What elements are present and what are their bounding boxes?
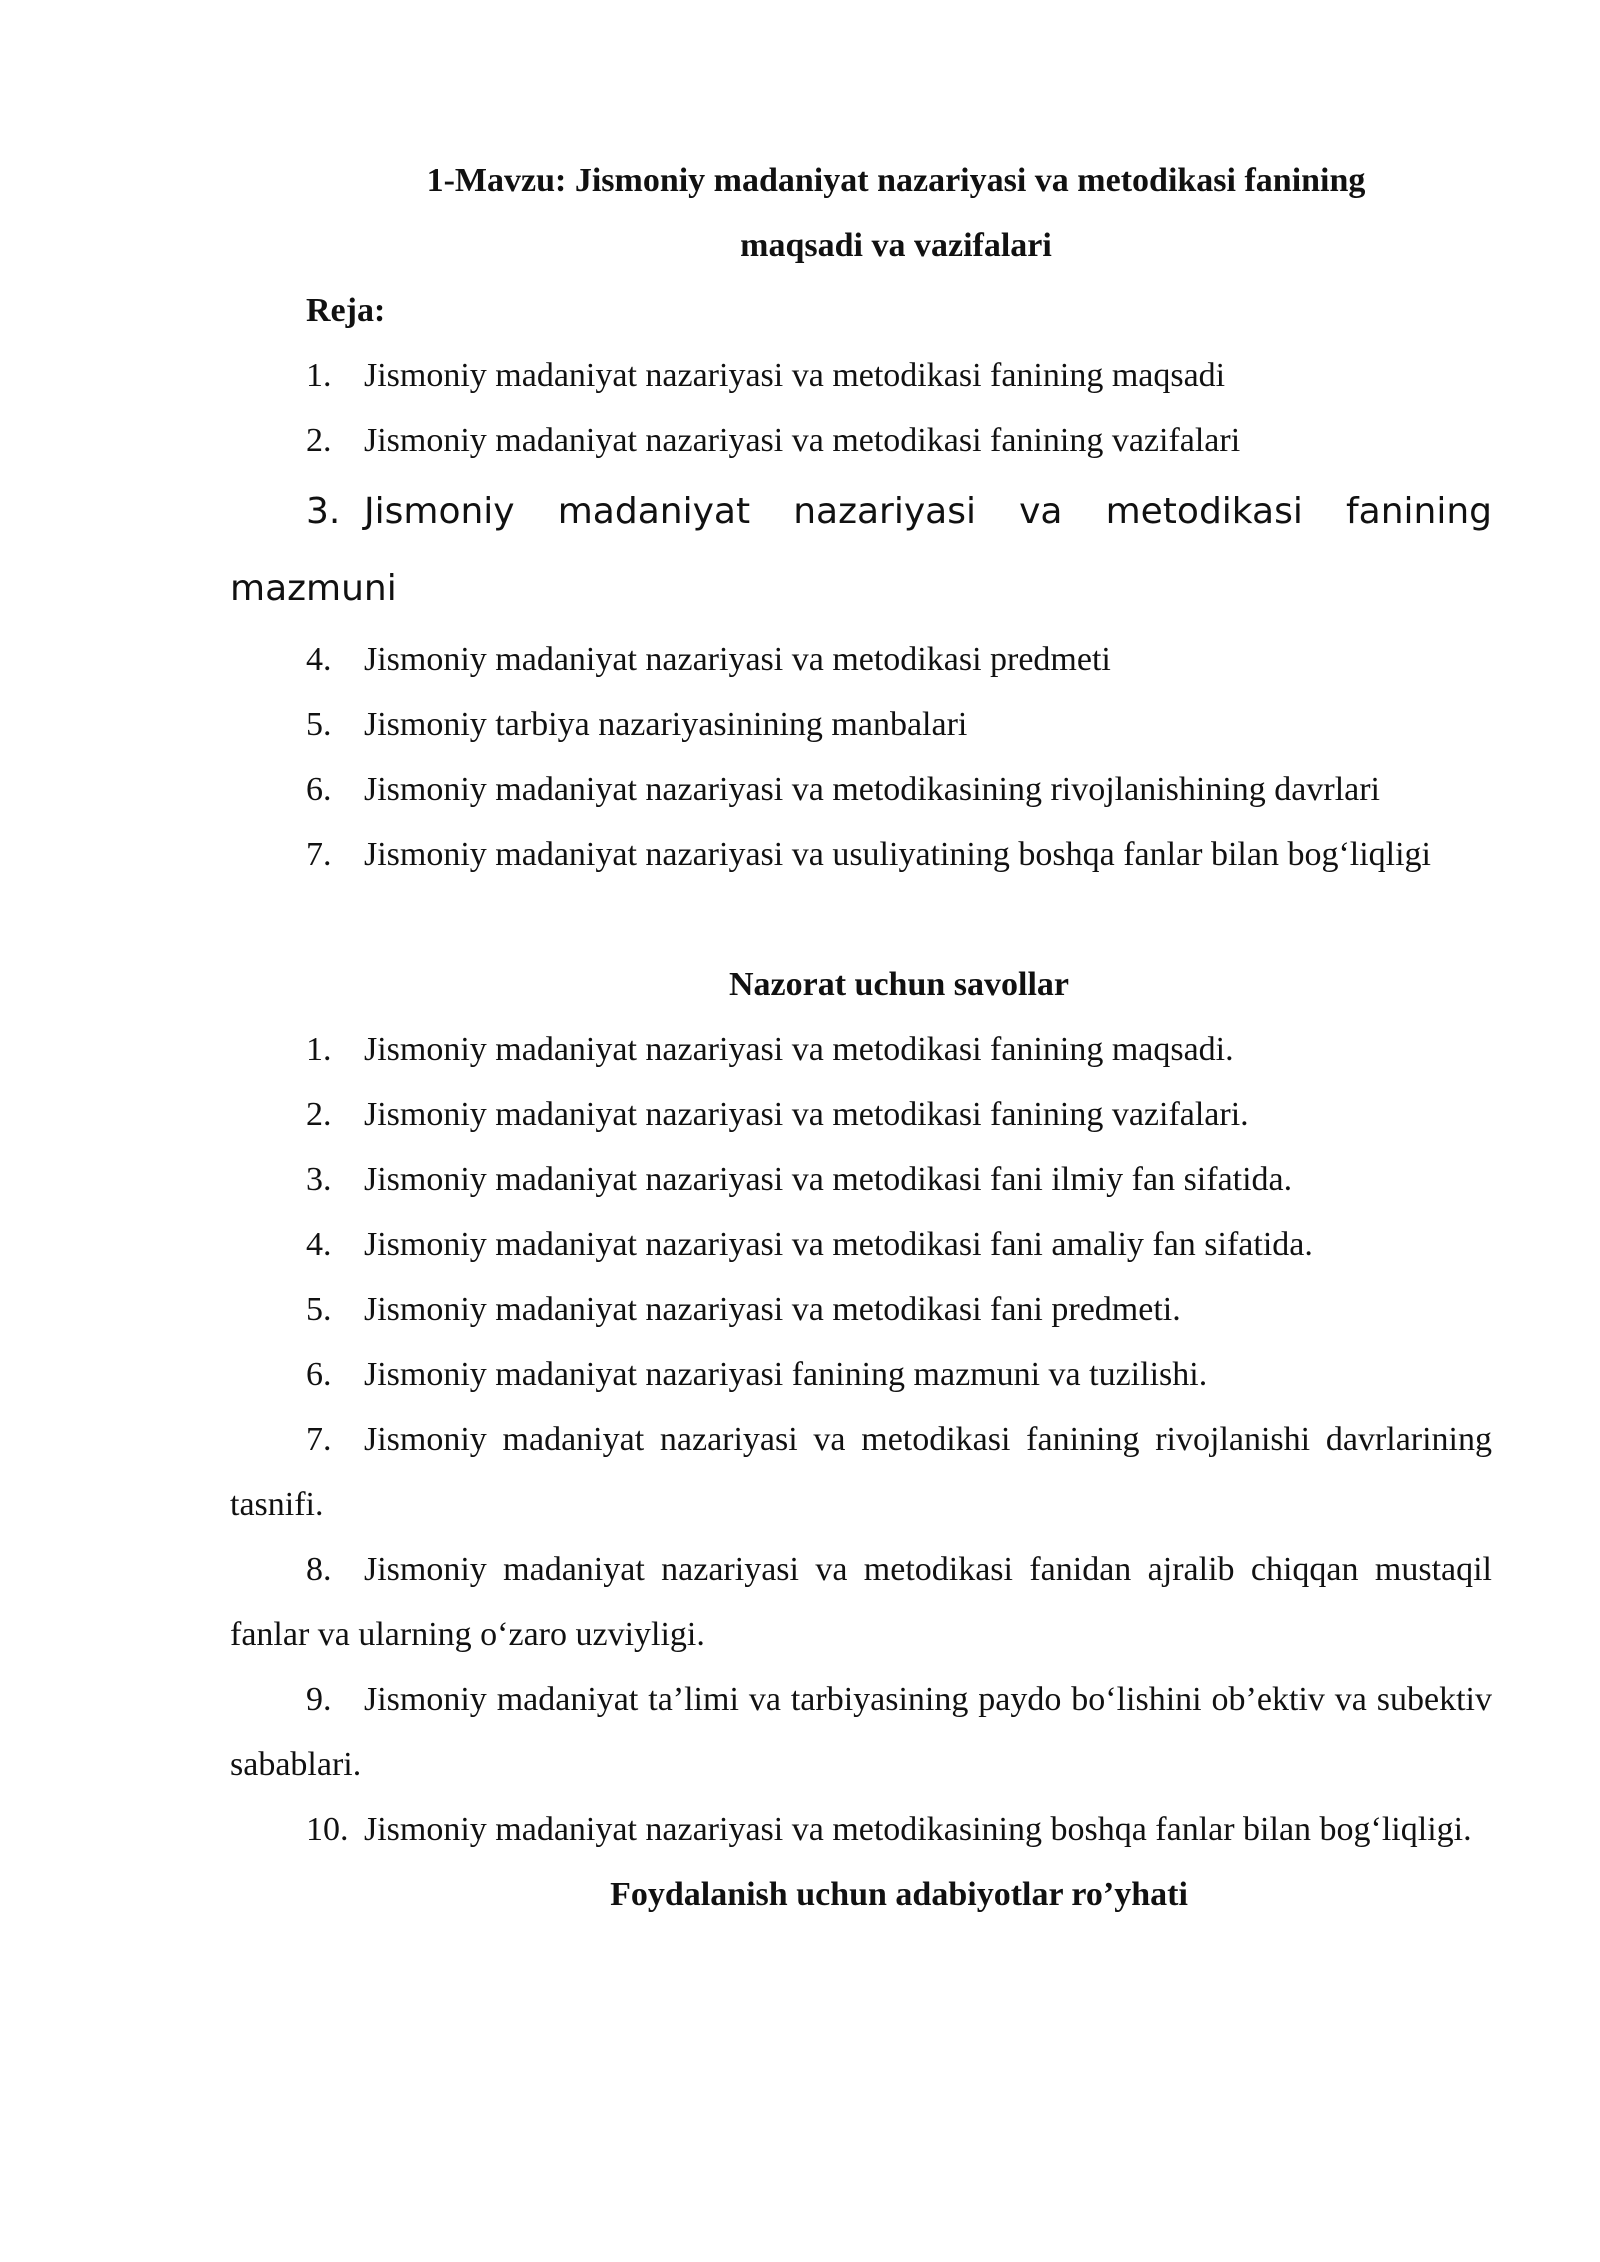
item-text: Jismoniy tarbiya nazariyasinining manbalari [364,706,968,743]
item-number: 6. [306,1356,332,1393]
item-number: 5. [306,1291,332,1328]
question-item [230,1797,1492,1862]
item-number: 8. [306,1551,332,1588]
item-number: 7. [306,1421,332,1458]
item-number: 1. [306,1031,332,1068]
title-line-1: 1-Mavzu: Jismoniy madaniyat nazariyasi va metodikasi fanining [426,162,1366,199]
item-text: Jismoniy madaniyat nazariyasi va metodikasi fanining rivojlanishi davrlarining tasnifi. [230,1421,1492,1523]
item-number: 3. [306,491,341,532]
item-text: Jismoniy madaniyat nazariyasi va metodikasining boshqa fanlar bilan bog‘liqligi. [364,1811,1472,1848]
item-text: Jismoniy madaniyat nazariyasi va metodikasi fani amaliy fan sifatida. [364,1226,1313,1263]
item-text: Jismoniy madaniyat nazariyasi va metodikasi fanining vazifalari [364,422,1241,459]
plan-item [230,822,1492,887]
item-text: Jismoniy madaniyat ta’limi va tarbiyasining paydo bo‘lishini ob’ektiv va subektiv sabablari. [230,1681,1492,1783]
item-text: Jismoniy madaniyat nazariyasi va metodikasi fanining maqsadi [364,357,1226,394]
title-line-2: maqsadi va vazifalari [740,227,1052,264]
plan-item [230,473,1492,627]
item-text: Jismoniy madaniyat nazariyasi va metodikasi fanining maqsadi. [364,1031,1234,1068]
plan-list [230,343,1492,887]
question-item [230,1147,1492,1212]
item-number: 3. [306,1161,332,1198]
question-item [230,1342,1492,1407]
item-number: 9. [306,1681,332,1718]
question-item [230,1082,1492,1147]
question-item [230,1212,1492,1277]
item-number: 2. [306,1096,332,1133]
item-text: Jismoniy madaniyat nazariyasi va metodikasi fani predmeti. [364,1291,1181,1328]
item-text: Jismoniy madaniyat nazariyasi va metodikasi fanidan ajralib chiqqan mustaqil fanlar va ularning o‘zaro uzviyligi. [230,1551,1492,1653]
question-item [230,1537,1492,1667]
item-number: 6. [306,771,332,808]
item-number: 4. [306,1226,332,1263]
item-text: Jismoniy madaniyat nazariyasi va metodikasi fani ilmiy fan sifatida. [364,1161,1293,1198]
item-text: Jismoniy madaniyat nazariyasi va metodikasi predmeti [364,641,1111,678]
item-text: Jismoniy madaniyat nazariyasi va metodikasining rivojlanishining davrlari [364,771,1380,808]
question-item [230,1277,1492,1342]
blank-line [230,887,1492,952]
item-number: 7. [306,836,332,873]
item-number: 10. [306,1811,349,1848]
questions-list [230,1017,1492,1862]
question-item [230,1667,1492,1797]
question-item [230,1017,1492,1082]
page-title [230,148,1492,278]
item-number: 2. [306,422,332,459]
question-item [230,1407,1492,1537]
item-number: 1. [306,357,332,394]
item-text: Jismoniy madaniyat nazariyasi va metodikasi fanining mazmuni [230,491,1492,609]
plan-item [230,343,1492,408]
plan-item [230,757,1492,822]
item-text: Jismoniy madaniyat nazariyasi va metodikasi fanining vazifalari. [364,1096,1249,1133]
plan-item [230,627,1492,692]
item-text: Jismoniy madaniyat nazariyasi fanining mazmuni va tuzilishi. [364,1356,1208,1393]
item-text: Jismoniy madaniyat nazariyasi va usuliyatining boshqa fanlar bilan bog‘liqligi [364,836,1431,873]
plan-item [230,408,1492,473]
plan-label: Reja: [306,292,386,329]
questions-heading: Nazorat uchun savollar [729,966,1069,1003]
references-heading: Foydalanish uchun adabiyotlar ro’yhati [610,1876,1188,1913]
plan-item [230,692,1492,757]
document-body [230,148,1492,1927]
item-number: 4. [306,641,332,678]
item-number: 5. [306,706,332,743]
